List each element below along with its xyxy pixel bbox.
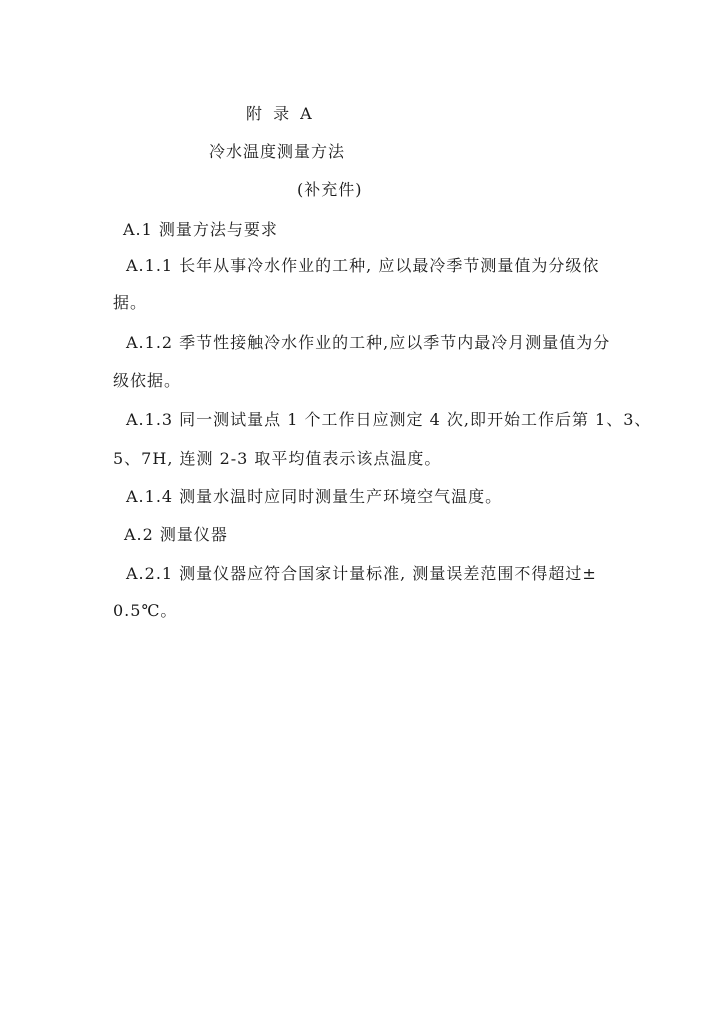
paragraph-a1-4: A.1.4 测量水温时应同时测量生产环境空气温度。 [126, 487, 503, 506]
paragraph-a1-1-continued: 据。 [113, 293, 148, 312]
paragraph-a2-1: A.2.1 测量仪器应符合国家计量标准, 测量误差范围不得超过± [126, 564, 597, 583]
appendix-label: 附 录 A [246, 104, 315, 123]
paragraph-a2-1-continued: 0.5℃。 [113, 601, 178, 620]
section-heading-a2: A.2 测量仪器 [124, 525, 228, 544]
paragraph-a1-2: A.1.2 季节性接触冷水作业的工种,应以季节内最冷月测量值为分 [126, 333, 611, 352]
document-title: 冷水温度测量方法 [209, 142, 346, 161]
document-subtitle: (补充件) [297, 180, 363, 199]
paragraph-a1-3-continued: 5、7H, 连测 2-3 取平均值表示该点温度。 [113, 449, 442, 468]
section-heading-a1: A.1 测量方法与要求 [123, 220, 278, 239]
paragraph-a1-2-continued: 级依据。 [113, 371, 182, 390]
paragraph-a1-3: A.1.3 同一测试量点 1 个工作日应测定 4 次,即开始工作后第 1、3、 [126, 410, 652, 429]
paragraph-a1-1: A.1.1 长年从事冷水作业的工种, 应以最冷季节测量值为分级依 [126, 256, 600, 275]
